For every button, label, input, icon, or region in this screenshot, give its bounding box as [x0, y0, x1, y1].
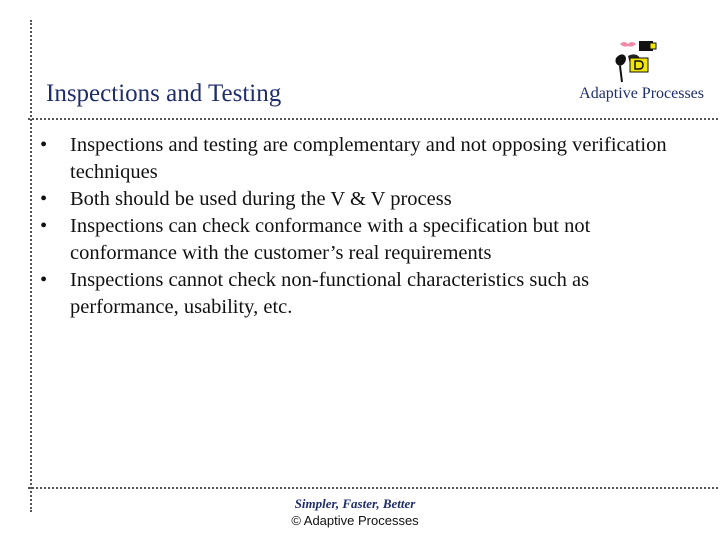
bullet-dot: •	[40, 134, 48, 156]
bullet-item	[38, 186, 678, 213]
bullet-dot: •	[40, 269, 48, 292]
adaptive-processes-logo-icon	[606, 38, 662, 86]
bullet-list	[38, 132, 678, 321]
bullet-item	[38, 213, 678, 267]
bullet-text: Both should be used during the V & V process	[70, 188, 452, 211]
footer-tagline: Simpler, Faster, Better	[294, 496, 416, 511]
footer-dotted-rule	[28, 487, 718, 489]
bullet-text: Inspections can check conformance with a specification but not conformance with the customer’s real requirements	[70, 215, 591, 265]
footer-copyright: © Adaptive Processes	[291, 513, 419, 528]
bullet-dot: •	[40, 215, 48, 238]
bullet-item	[38, 267, 678, 321]
left-dotted-rule	[30, 20, 32, 512]
slide-title: Inspections and Testing	[46, 80, 282, 107]
bullet-dot: •	[40, 188, 48, 211]
header-dotted-rule	[28, 118, 718, 120]
bullet-item	[38, 132, 678, 186]
bullet-text: Inspections and testing are complementary and not opposing verification techniques	[70, 134, 667, 184]
brand-label: Adaptive Processes	[579, 85, 704, 102]
bullet-text: Inspections cannot check non-functional characteristics such as performance, usability, etc.	[70, 269, 590, 319]
